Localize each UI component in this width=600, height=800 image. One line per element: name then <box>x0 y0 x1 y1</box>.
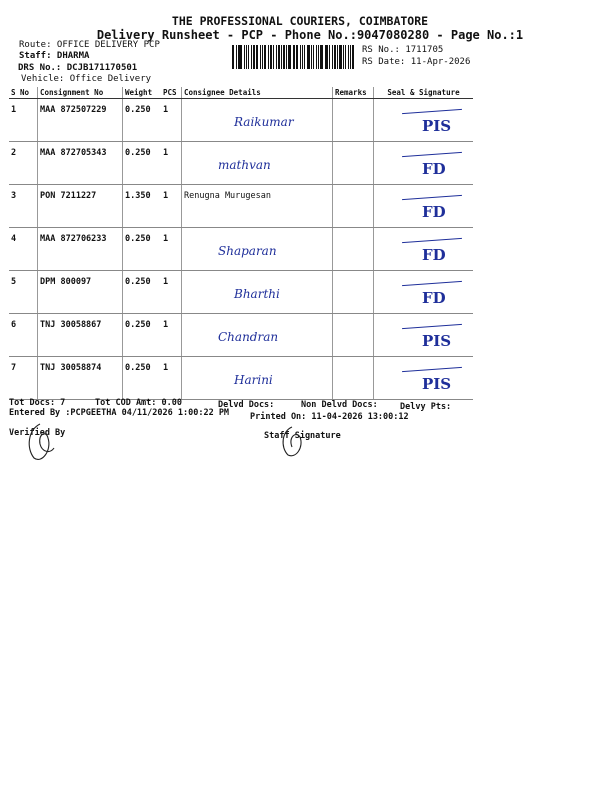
consignee-cell <box>182 228 333 271</box>
barcode-bar <box>288 45 291 69</box>
consignee-name: Renugna Murugesan <box>184 191 271 201</box>
table-row <box>9 357 473 400</box>
delivery-points: Delvy Pts: <box>400 402 452 412</box>
barcode-bar <box>281 45 282 69</box>
weight-cell: 0.250 <box>123 99 162 142</box>
col-seal-signature: Seal & Signature <box>374 87 474 99</box>
drs-number: DRS No.: DCJB171170501 <box>18 63 138 73</box>
barcode-bar <box>268 45 269 69</box>
company-title: THE PROFESSIONAL COURIERS, COIMBATORE <box>171 14 429 28</box>
barcode-bar <box>326 45 328 69</box>
sno-cell: 2 <box>9 142 38 185</box>
staff-label: Staff: DHARMA <box>19 51 90 61</box>
remarks-cell <box>333 142 374 185</box>
barcode-bar <box>296 45 298 69</box>
pcs-cell: 1 <box>161 185 182 228</box>
seal-mark: FD <box>422 203 446 221</box>
seal-stroke <box>402 152 462 157</box>
handwritten-receiver: Bharthi <box>234 287 280 301</box>
sno-cell: 4 <box>9 228 38 271</box>
barcode-bar <box>239 45 242 69</box>
handwritten-receiver: Raikumar <box>234 115 294 129</box>
col-pcs: PCS <box>161 87 182 99</box>
seal-mark: PIS <box>422 332 452 350</box>
consignee-cell <box>182 185 333 228</box>
barcode-bar <box>352 45 354 69</box>
sno-cell: 6 <box>9 314 38 357</box>
barcode-bar <box>283 45 285 69</box>
barcode-bar <box>278 45 280 69</box>
handwritten-receiver: Shaparan <box>218 244 277 258</box>
barcode-bar <box>273 45 274 69</box>
entered-by: Entered By :PCPGEETHA 04/11/2026 1:00:22 PM <box>9 408 230 418</box>
sno-cell: 1 <box>9 99 38 142</box>
seal-stroke <box>402 324 462 329</box>
remarks-cell <box>333 228 374 271</box>
barcode-bar <box>320 45 323 69</box>
pcs-cell: 1 <box>161 271 182 314</box>
remarks-cell <box>333 357 374 400</box>
weight-cell: 0.250 <box>123 314 162 357</box>
remarks-cell <box>333 314 374 357</box>
remarks-cell <box>333 99 374 142</box>
barcode-bar <box>270 45 273 69</box>
seal-cell <box>374 271 474 314</box>
barcode <box>232 45 356 69</box>
printed-on: Printed On: 11-04-2026 13:00:12 <box>250 412 409 422</box>
consignee-cell <box>182 142 333 185</box>
barcode-bar <box>329 45 330 69</box>
consignee-cell <box>182 357 333 400</box>
remarks-cell <box>333 271 374 314</box>
table-row <box>9 314 473 357</box>
vehicle-label: Vehicle: Office Delivery <box>21 74 152 84</box>
barcode-bar <box>307 45 310 69</box>
barcode-bar <box>348 45 350 69</box>
sno-cell: 7 <box>9 357 38 400</box>
weight-cell: 1.350 <box>123 185 162 228</box>
barcode-bar <box>286 45 287 69</box>
verifier-signature <box>22 420 58 464</box>
barcode-bar <box>318 45 319 69</box>
col-remarks: Remarks <box>333 87 374 99</box>
barcode-bar <box>238 45 239 69</box>
handwritten-receiver: Chandran <box>218 330 279 344</box>
total-cod-amount: Tot COD Amt: 0.00 <box>95 398 182 408</box>
barcode-bar <box>339 45 342 69</box>
sno-cell: 3 <box>9 185 38 228</box>
consignee-cell <box>182 99 333 142</box>
sno-cell: 5 <box>9 271 38 314</box>
barcode-bar <box>276 45 277 69</box>
barcode-bar <box>345 45 346 69</box>
total-docs: Tot Docs: 7 <box>9 398 66 408</box>
barcode-bar <box>304 45 306 69</box>
consignee-cell <box>182 271 333 314</box>
barcode-bar <box>334 45 336 69</box>
barcode-bar <box>246 45 248 69</box>
pcs-cell: 1 <box>161 142 182 185</box>
seal-mark: FD <box>422 246 446 264</box>
consignment-cell: MAA 872507229 <box>38 99 123 142</box>
barcode-bar <box>300 45 301 69</box>
barcode-bar <box>260 45 261 69</box>
pcs-cell: 1 <box>161 314 182 357</box>
seal-mark: FD <box>422 160 446 178</box>
col-consignee: Consignee Details <box>182 87 333 99</box>
seal-stroke <box>402 109 462 114</box>
table-row <box>9 142 473 185</box>
runsheet-table <box>9 87 473 400</box>
barcode-bar <box>262 45 263 69</box>
seal-cell <box>374 142 474 185</box>
seal-mark: PIS <box>422 375 452 393</box>
delivered-docs: Delvd Docs: <box>218 400 275 410</box>
barcode-bar <box>302 45 303 69</box>
pcs-cell: 1 <box>161 357 182 400</box>
weight-cell: 0.250 <box>123 228 162 271</box>
table-header-row <box>9 87 473 99</box>
non-delivered-docs: Non Delvd Docs: <box>301 400 378 410</box>
barcode-bar <box>264 45 266 69</box>
handwritten-receiver: Harini <box>234 373 273 387</box>
route-label: Route: OFFICE DELIVERY PCP <box>19 40 160 50</box>
runsheet-subtitle: Delivery Runsheet - PCP - Phone No.:9047080280 - Page No.:1 <box>96 28 524 42</box>
consignment-cell: MAA 872705343 <box>38 142 123 185</box>
barcode-bar <box>343 45 344 69</box>
table-row <box>9 271 473 314</box>
col-consignment: Consignment No <box>38 87 123 99</box>
verified-by-label: Verified By <box>9 428 66 438</box>
barcode-bar <box>251 45 252 69</box>
barcode-bar <box>294 45 295 69</box>
seal-cell <box>374 99 474 142</box>
handwritten-receiver: mathvan <box>218 158 271 172</box>
seal-cell <box>374 357 474 400</box>
barcode-bar <box>332 45 333 69</box>
seal-cell <box>374 185 474 228</box>
seal-stroke <box>402 367 462 372</box>
seal-cell <box>374 228 474 271</box>
staff-signature-label: Staff Signature <box>264 431 341 441</box>
barcode-bar <box>316 45 317 69</box>
barcode-bar <box>311 45 312 69</box>
rs-date: RS Date: 11-Apr-2026 <box>362 57 471 67</box>
col-sno: S No <box>9 87 38 99</box>
barcode-bar <box>337 45 338 69</box>
consignment-cell: TNJ 30058867 <box>38 314 123 357</box>
weight-cell: 0.250 <box>123 271 162 314</box>
table-row <box>9 185 473 228</box>
seal-mark: FD <box>422 289 446 307</box>
consignment-cell: PON 7211227 <box>38 185 123 228</box>
table-row <box>9 228 473 271</box>
weight-cell: 0.250 <box>123 142 162 185</box>
weight-cell: 0.250 <box>123 357 162 400</box>
barcode-bar <box>325 45 326 69</box>
seal-mark: PIS <box>422 117 452 135</box>
barcode-bar <box>313 45 315 69</box>
staff-signature <box>278 425 306 459</box>
seal-stroke <box>402 281 462 286</box>
consignment-cell: MAA 872706233 <box>38 228 123 271</box>
barcode-bar <box>293 45 294 69</box>
seal-stroke <box>402 238 462 243</box>
consignee-cell <box>182 314 333 357</box>
barcode-bar <box>256 45 259 69</box>
consignment-cell: DPM 800097 <box>38 271 123 314</box>
barcode-bar <box>350 45 351 69</box>
seal-cell <box>374 314 474 357</box>
seal-stroke <box>402 195 462 200</box>
barcode-bar <box>248 45 249 69</box>
remarks-cell <box>333 185 374 228</box>
consignment-cell: TNJ 30058874 <box>38 357 123 400</box>
barcode-bar <box>253 45 255 69</box>
col-weight: Weight <box>123 87 162 99</box>
table-row <box>9 99 473 142</box>
pcs-cell: 1 <box>161 99 182 142</box>
barcode-bar <box>244 45 245 69</box>
barcode-bar <box>232 45 234 69</box>
barcode-bar <box>236 45 237 69</box>
pcs-cell: 1 <box>161 228 182 271</box>
rs-number: RS No.: 1711705 <box>362 45 444 55</box>
